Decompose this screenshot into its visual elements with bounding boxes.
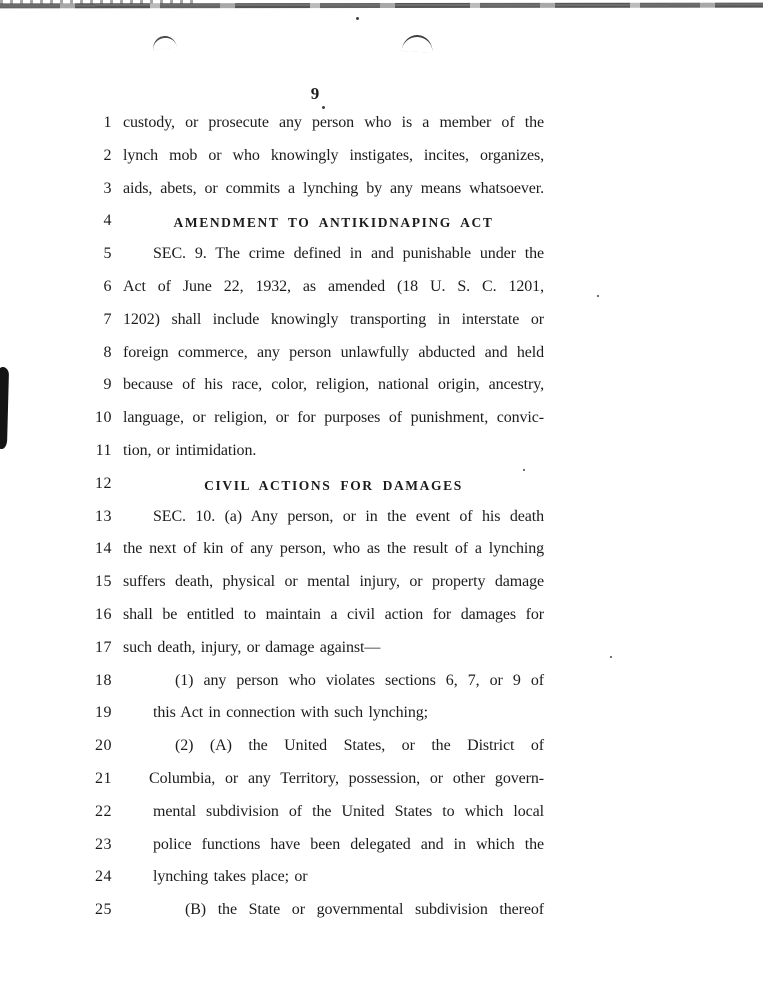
scan-speck: [597, 295, 599, 297]
document-line: [88, 604, 558, 637]
line-number: 2: [103, 146, 112, 164]
document-line: [88, 735, 558, 768]
line-number: 24: [95, 868, 112, 886]
line-number: 21: [95, 769, 112, 787]
scan-top-edge-line: [0, 3, 763, 9]
line-number: 12: [95, 474, 112, 492]
document-line: [88, 276, 558, 309]
document-line: [88, 178, 558, 211]
line-text: (2) (A) the United States, or the District of: [175, 737, 544, 755]
line-number: 4: [103, 212, 112, 230]
document-line: [88, 342, 558, 375]
line-number: 20: [95, 737, 112, 755]
document-line: [88, 473, 558, 506]
line-number: 11: [95, 441, 112, 459]
document-line: [88, 571, 558, 604]
line-number: 7: [103, 310, 112, 328]
line-text: mental subdivision of the United States to which local: [153, 802, 544, 820]
line-text: such death, injury, or damage against—: [123, 638, 381, 656]
scan-arc-mark: [402, 34, 434, 53]
line-number: 3: [103, 179, 112, 197]
line-number: 15: [95, 573, 112, 591]
document-line: [88, 374, 558, 407]
document-line: [88, 637, 558, 670]
line-text: tion, or intimidation.: [123, 441, 257, 459]
line-text: shall be entitled to maintain a civil action for damages for: [123, 605, 544, 623]
line-number: 23: [95, 835, 112, 853]
document-line: [88, 670, 558, 703]
line-text: aids, abets, or commits a lynching by any means whatsoever.: [123, 179, 544, 197]
line-number: 10: [95, 409, 112, 427]
line-number: 8: [103, 343, 112, 361]
line-text: lynching takes place; or: [153, 868, 308, 886]
line-text: language, or religion, or for purposes of punishment, convic-: [123, 409, 544, 427]
document-line: [88, 440, 558, 473]
line-text: foreign commerce, any person unlawfully abducted and held: [123, 343, 544, 361]
line-number: 6: [103, 277, 112, 295]
page-number: 9: [310, 84, 320, 103]
line-number: 16: [95, 605, 112, 623]
line-text: police functions have been delegated and in which the: [153, 835, 544, 853]
document-line: [88, 210, 558, 243]
document-line: [88, 899, 558, 932]
document-line: [88, 801, 558, 834]
line-text: custody, or prosecute any person who is a member of the: [123, 114, 544, 131]
document-line: [88, 243, 558, 276]
document-lines: [88, 112, 558, 932]
document-line: [88, 866, 558, 899]
line-text: SEC. 9. The crime defined in and punishable under the: [153, 245, 544, 263]
document-line: [88, 407, 558, 440]
document-line: [88, 768, 558, 801]
line-text: SEC. 10. (a) Any person, or in the event of his death: [153, 507, 544, 525]
document-line: [88, 145, 558, 178]
scan-speck: [356, 17, 359, 20]
line-number: 9: [103, 376, 112, 394]
line-number: 1: [103, 114, 112, 131]
line-number: 17: [95, 638, 112, 656]
document-line: [88, 112, 558, 145]
line-text: Columbia, or any Territory, possession, or other govern-: [149, 769, 544, 787]
line-text: (1) any person who violates sections 6, 7, or 9 of: [175, 671, 544, 689]
scan-ink-blob: [0, 367, 9, 449]
line-number: 19: [95, 704, 112, 722]
line-number: 25: [95, 901, 112, 919]
scan-speck: [610, 656, 612, 658]
line-text: the next of kin of any person, who as the result of a lynching: [123, 540, 544, 558]
line-text: because of his race, color, religion, national origin, ancestry,: [123, 376, 544, 394]
document-line: [88, 702, 558, 735]
document-line: [88, 506, 558, 539]
line-text: suffers death, physical or mental injury, or property damage: [123, 573, 544, 591]
line-number: 5: [103, 245, 112, 263]
line-number: 18: [95, 671, 112, 689]
section-heading: CIVIL ACTIONS FOR DAMAGES: [204, 477, 463, 493]
line-text: Act of June 22, 1932, as amended (18 U. S. C. 1201,: [123, 277, 544, 295]
document-line: [88, 309, 558, 342]
scan-arc-mark: [151, 34, 177, 51]
section-heading: AMENDMENT TO ANTIKIDNAPING ACT: [173, 215, 494, 231]
document-line: [88, 834, 558, 867]
line-text: 1202) shall include knowingly transporting in interstate or: [123, 310, 544, 328]
document-line: [88, 538, 558, 571]
line-number: 22: [95, 802, 112, 820]
line-text: this Act in connection with such lynching;: [153, 704, 428, 722]
line-number: 14: [95, 540, 112, 558]
scan-speck: [322, 106, 325, 109]
line-text: lynch mob or who knowingly instigates, incites, organizes,: [123, 146, 544, 164]
line-number: 13: [95, 507, 112, 525]
line-text: (B) the State or governmental subdivision thereof: [185, 901, 544, 919]
